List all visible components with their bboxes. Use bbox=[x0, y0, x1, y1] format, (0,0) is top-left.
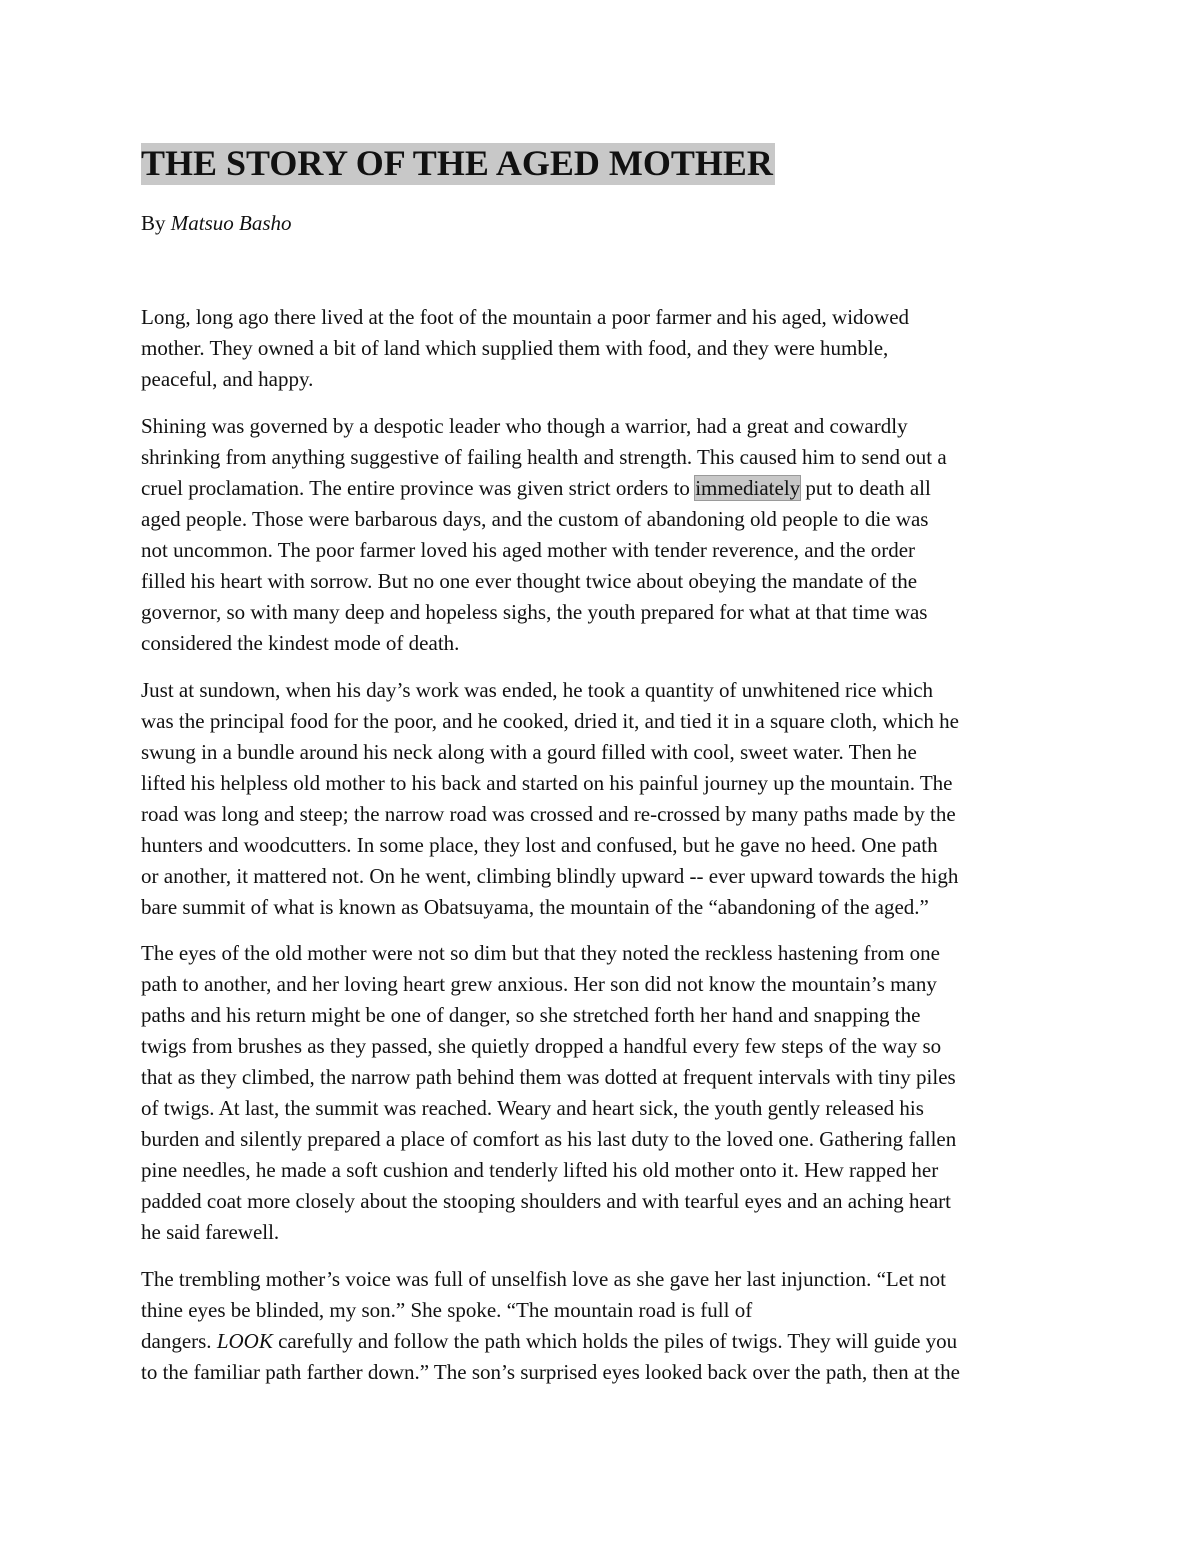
paragraph-5 bbox=[141, 1264, 1081, 1388]
text-line: was the principal food for the poor, and he cooked, dried it, and tied it in a square cloth, which he bbox=[141, 709, 959, 733]
text-line: that as they climbed, the narrow path behind them was dotted at frequent intervals with tiny piles bbox=[141, 1065, 956, 1089]
text-line: Just at sundown, when his day’s work was ended, he took a quantity of unwhitened rice which bbox=[141, 678, 934, 702]
byline-prefix: By bbox=[141, 211, 166, 235]
text-line: peaceful, and happy. bbox=[141, 367, 314, 391]
text-line: hunters and woodcutters. In some place, they lost and confused, but he gave no heed. One path bbox=[141, 833, 938, 857]
text-segment: put to death all bbox=[800, 476, 931, 500]
text-segment: cruel proclamation. The entire province was given strict orders to bbox=[141, 476, 696, 500]
text-line: governor, so with many deep and hopeless sighs, the youth prepared for what at that time was bbox=[141, 600, 928, 624]
text-line: padded coat more closely about the stooping shoulders and with tearful eyes and an aching heart bbox=[141, 1189, 951, 1213]
title-highlight: THE STORY OF THE AGED MOTHER bbox=[141, 143, 773, 183]
emphasized-word: LOOK bbox=[216, 1329, 273, 1353]
text-line: aged people. Those were barbarous days, and the custom of abandoning old people to die was bbox=[141, 507, 929, 531]
text-line: or another, it mattered not. On he went, climbing blindly upward -- ever upward towards the high bbox=[141, 864, 959, 888]
paragraph-2 bbox=[141, 411, 1081, 659]
text-line: shrinking from anything suggestive of failing health and strength. This caused him to send out a bbox=[141, 445, 947, 469]
text-line: bare summit of what is known as Obatsuyama, the mountain of the “abandoning of the aged.” bbox=[141, 895, 929, 919]
text-line: thine eyes be blinded, my son.” She spoke. “The mountain road is full of bbox=[141, 1298, 753, 1322]
text-line: he said farewell. bbox=[141, 1220, 280, 1244]
text-line: to the familiar path farther down.” The son’s surprised eyes looked back over the path, then at the bbox=[141, 1360, 960, 1384]
text-line: The eyes of the old mother were not so dim but that they noted the reckless hastening from one bbox=[141, 941, 940, 965]
text-line: swung in a bundle around his neck along with a gourd filled with cool, sweet water. Then he bbox=[141, 740, 917, 764]
paragraph-3 bbox=[141, 675, 1081, 923]
text-line: lifted his helpless old mother to his back and started on his painful journey up the mountain. The bbox=[141, 771, 953, 795]
text-line: road was long and steep; the narrow road was crossed and re-crossed by many paths made by the bbox=[141, 802, 956, 826]
text-line-with-highlight bbox=[141, 473, 1081, 504]
document-title bbox=[141, 141, 775, 185]
paragraph-4 bbox=[141, 938, 1081, 1248]
highlighted-word[interactable]: immediately bbox=[695, 476, 801, 500]
text-segment: dangers. bbox=[141, 1329, 217, 1353]
text-segment: carefully and follow the path which holds the piles of twigs. They will guide you bbox=[272, 1329, 958, 1353]
text-line: twigs from brushes as they passed, she quietly dropped a handful every few steps of the way so bbox=[141, 1034, 942, 1058]
author-name: Matsuo Basho bbox=[170, 211, 292, 235]
text-line: path to another, and her loving heart grew anxious. Her son did not know the mountain’s many bbox=[141, 972, 937, 996]
text-line: considered the kindest mode of death. bbox=[141, 631, 460, 655]
text-line: not uncommon. The poor farmer loved his aged mother with tender reverence, and the order bbox=[141, 538, 916, 562]
paragraph-1 bbox=[141, 302, 1081, 395]
text-line-with-emphasis bbox=[141, 1326, 1081, 1357]
text-line: Long, long ago there lived at the foot of the mountain a poor farmer and his aged, widowed bbox=[141, 305, 910, 329]
text-line: Shining was governed by a despotic leader who though a warrior, had a great and cowardly bbox=[141, 414, 908, 438]
text-line: pine needles, he made a soft cushion and tenderly lifted his old mother onto it. Hew rapped her bbox=[141, 1158, 939, 1182]
text-line: filled his heart with sorrow. But no one ever thought twice about obeying the mandate of the bbox=[141, 569, 918, 593]
text-line: burden and silently prepared a place of comfort as his last duty to the loved one. Gathering fallen bbox=[141, 1127, 957, 1151]
text-line: The trembling mother’s voice was full of unselfish love as she gave her last injunction. “Let not bbox=[141, 1267, 946, 1291]
text-line: paths and his return might be one of danger, so she stretched forth her hand and snapping the bbox=[141, 1003, 921, 1027]
text-line: of twigs. At last, the summit was reached. Weary and heart sick, the youth gently released his bbox=[141, 1096, 924, 1120]
byline bbox=[141, 208, 292, 238]
text-line: mother. They owned a bit of land which supplied them with food, and they were humble, bbox=[141, 336, 889, 360]
